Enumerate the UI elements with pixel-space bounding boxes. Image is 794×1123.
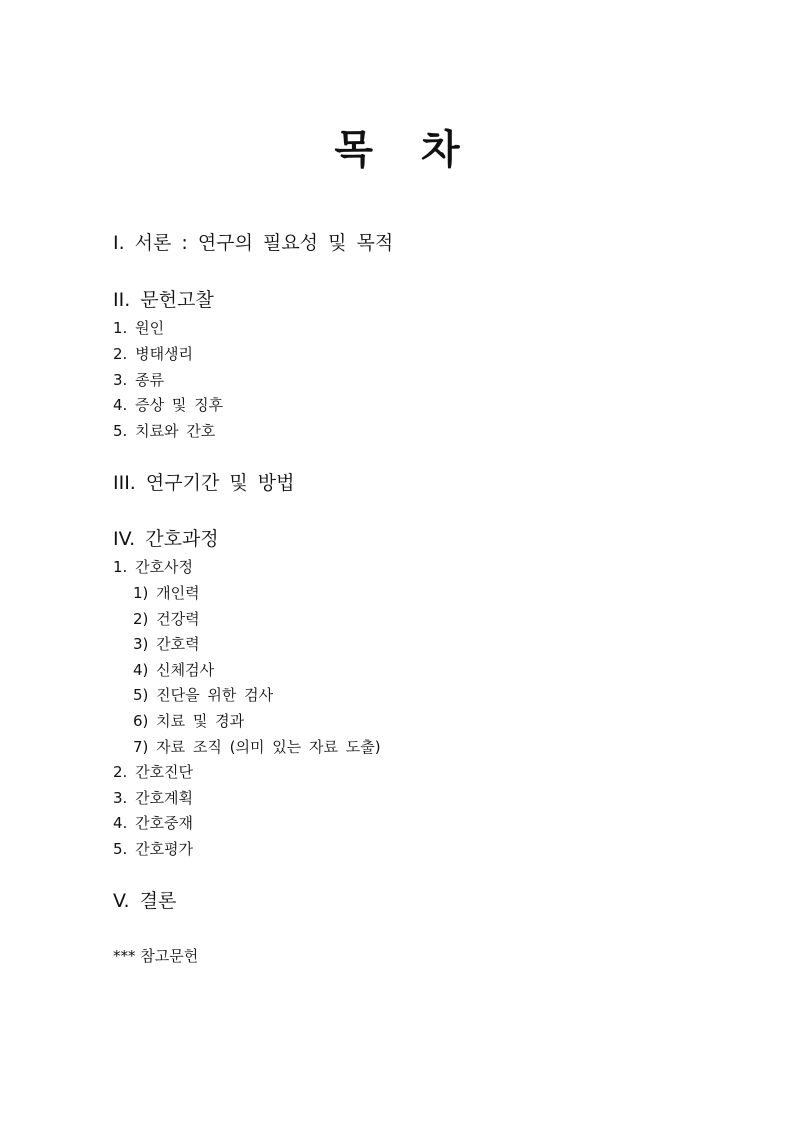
section-4-subitem-3: 3) 간호력 [133,635,200,653]
page-title [0,122,794,178]
section-4-item-1: 1. 간호사정 [113,558,194,576]
section-4-item-5: 5. 간호평가 [113,840,194,858]
section-2-item-5: 5. 치료와 간호 [113,422,216,440]
section-2-heading: II. 문헌고찰 [113,289,214,311]
section-4-subitem-2: 2) 건강력 [133,610,200,628]
title-char-1: 목 [334,127,373,173]
section-2-item-2: 2. 병태생리 [113,345,194,363]
section-2-item-3: 3. 종류 [113,371,165,389]
section-4-subitem-6: 6) 치료 및 경과 [133,712,245,730]
section-4-subitem-4: 4) 신체검사 [133,661,215,679]
section-3-heading: III. 연구기간 및 방법 [113,472,295,494]
references-line: *** 참고문헌 [113,947,199,965]
section-4-heading: IV. 간호과정 [113,528,219,550]
section-4-item-3: 3. 간호계획 [113,789,194,807]
section-4-item-2: 2. 간호진단 [113,763,194,781]
section-5-heading: V. 결론 [113,890,177,912]
section-4-item-4: 4. 간호중재 [113,814,194,832]
section-2-item-1: 1. 원인 [113,319,165,337]
title-char-2: 차 [421,127,460,173]
section-1-heading: I. 서론 : 연구의 필요성 및 목적 [113,232,394,254]
section-2-item-4: 4. 증상 및 징후 [113,396,224,414]
section-4-subitem-1: 1) 개인력 [133,584,200,602]
section-4-subitem-5: 5) 진단을 위한 검사 [133,686,274,704]
section-4-subitem-7: 7) 자료 조직 (의미 있는 자료 도출) [133,738,381,756]
